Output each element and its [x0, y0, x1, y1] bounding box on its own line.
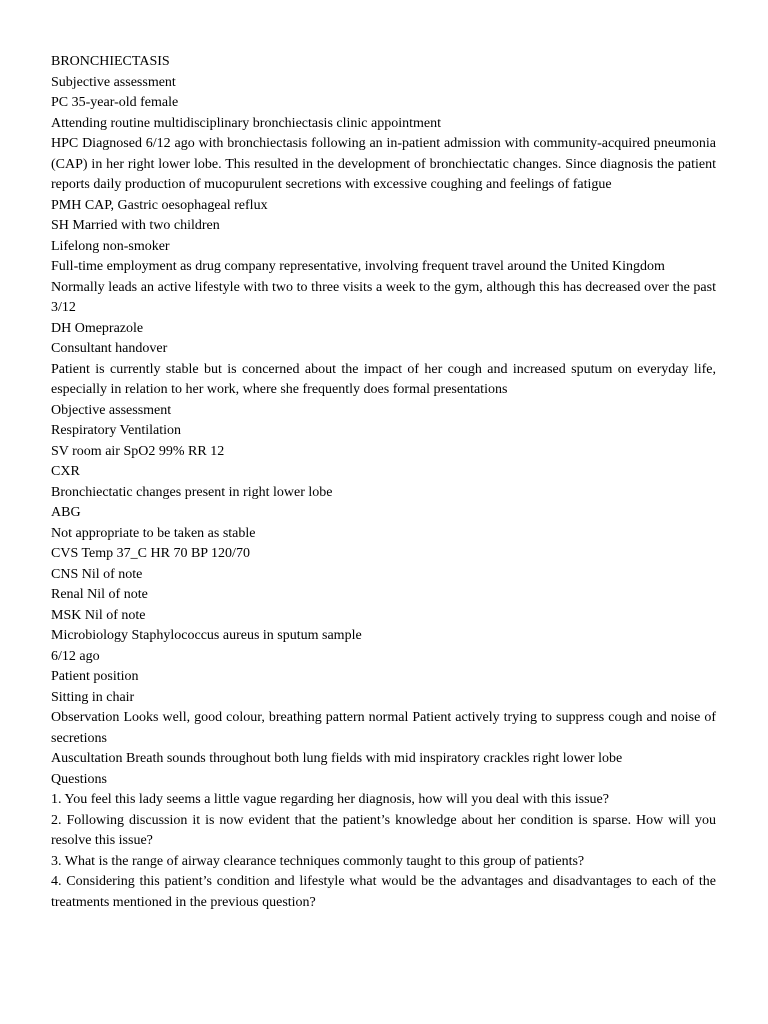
patient-position-value: Sitting in chair [51, 689, 135, 705]
respiratory-ventilation: Respiratory Ventilation [51, 423, 181, 438]
past-medical-history: PMH CAP, Gastric oesophageal reflux [51, 197, 268, 213]
ventilation-values: SV room air SpO2 99% RR 12 [51, 443, 225, 459]
smoking-status: Lifelong non-smoker [51, 238, 170, 254]
microbiology-line: Microbiology Staphylococcus aureus in sputum sample [51, 628, 362, 643]
document-body [51, 52, 716, 913]
renal-line: Renal Nil of note [51, 587, 148, 602]
microbiology-date: 6/12 ago [51, 648, 100, 664]
msk-line: MSK Nil of note [51, 607, 146, 623]
section-heading-subjective: Subjective assessment [51, 74, 176, 90]
abg-heading: ABG [51, 505, 81, 520]
question-4: 4. Considering this patient’s condition and lifestyle what would be the advantages and disadvantages to each of the treatments mentioned in the previous question? [51, 874, 716, 910]
cns-line: CNS Nil of note [51, 566, 143, 582]
auscultation-line: Auscultation Breath sounds throughout both lung fields with mid inspiratory crackles right lower lobe [51, 751, 623, 766]
consultant-handover-heading: Consultant handover [51, 341, 168, 356]
question-3: 3. What is the range of airway clearance techniques commonly taught to this group of patients? [51, 853, 585, 869]
history-presenting-complaint: HPC Diagnosed 6/12 ago with bronchiectasis following an in-patient admission with community-acquired pneumonia (CAP) in her right lower lobe. This resulted in the development of bronchiectatic changes. Since diagnosis the patient reports daily production of mucopurulent secretions with excessive coughing and feelings of fatigue [51, 136, 716, 192]
section-heading-objective: Objective assessment [51, 402, 172, 418]
drug-history: DH Omeprazole [51, 320, 144, 336]
appointment-line: Attending routine multidisciplinary bronchiectasis clinic appointment [51, 115, 441, 131]
cxr-finding: Bronchiectatic changes present in right lower lobe [51, 484, 333, 500]
employment-line: Full-time employment as drug company representative, involving frequent travel around the United Kingdom [51, 259, 665, 274]
observation-line: Observation Looks well, good colour, breathing pattern normal Patient actively trying to suppress cough and noise of secretions [51, 710, 716, 746]
lifestyle-line: Normally leads an active lifestyle with two to three visits a week to the gym, although this has decreased over the past 3/12 [51, 279, 716, 315]
questions-heading: Questions [51, 771, 107, 787]
cxr-heading: CXR [51, 464, 80, 479]
patient-position-heading: Patient position [51, 669, 139, 684]
document-title: BRONCHIECTASIS [51, 54, 170, 69]
social-history: SH Married with two children [51, 218, 220, 233]
presenting-complaint: PC 35-year-old female [51, 95, 179, 110]
question-1: 1. You feel this lady seems a little vague regarding her diagnosis, how will you deal with this issue? [51, 792, 609, 807]
abg-finding: Not appropriate to be taken as stable [51, 525, 256, 541]
consultant-handover-text: Patient is currently stable but is concerned about the impact of her cough and increased sputum on everyday life, especially in relation to her work, where she frequently does formal presentations [51, 361, 716, 397]
question-2: 2. Following discussion it is now evident that the patient’s knowledge about her condition is sparse. How will you resolve this issue? [51, 812, 716, 848]
cvs-line: CVS Temp 37_C HR 70 BP 120/70 [51, 546, 250, 561]
